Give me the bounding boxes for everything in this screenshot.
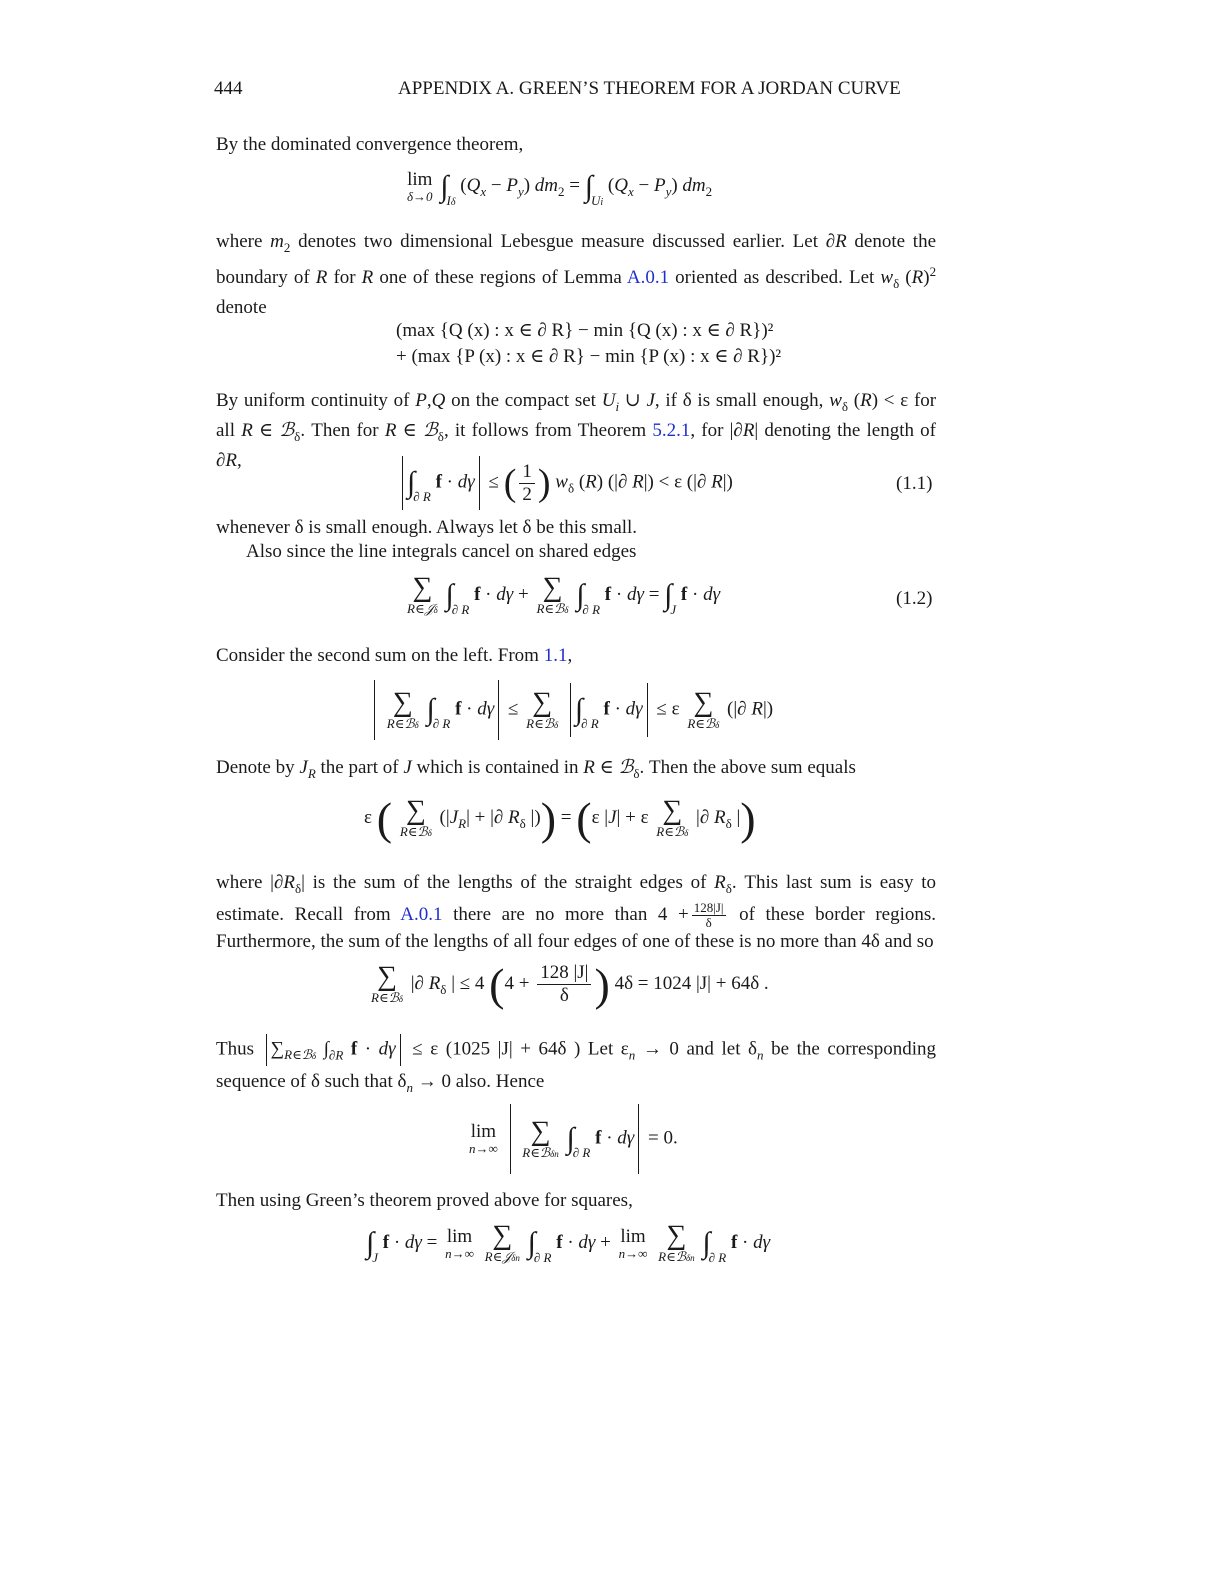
- link-lemma-a01[interactable]: A.0.1: [626, 267, 670, 288]
- paragraph-5: Also since the line integrals cancel on shared edges: [246, 541, 637, 562]
- paragraph-9: Thus $\sum_{R\in ℬ\delta}$ $\int_{\partial R}$ f · dγ ≤ ε (1025 |J| + 64δ ) Let $\varepsilon_n \to 0$ and let $\delta_n$ be the corresponding sequence of δ such that $\delta_n \to 0$ also. Hence: [216, 1034, 936, 1101]
- equation-1-2: ∑ R∈𝒥δ $\int_{\partial R}$ f · dγ + ∑ R∈ℬδ $\int_{\partial R}$ $f \cdot d\gamma = \int_J$ f · dγ: [407, 572, 721, 617]
- equation-final: $\int_J$ f · dγ = lim n→∞ ∑ R∈𝒥δn $\int_{\partial R}$ f · dγ + lim n→∞ ∑ R∈ℬδn $\int_{\partial R}$ f · dγ: [366, 1220, 771, 1265]
- half-numerator: 1: [519, 461, 535, 484]
- bound-fraction-numerator: 128 |J|: [537, 962, 591, 985]
- equation-label-1-1: (1.1): [896, 473, 933, 494]
- paragraph-2: where $m_2$ denotes two dimensional Lebesgue measure discussed earlier. Let ∂R denote the boundary of R for R one of these regions of Lemma A.0.1 oriented as described. Let $w_\delta$ $(R)^2$ denote: [216, 231, 937, 318]
- oscillation-line-1: (max {Q (x) : x ∈ ∂ R} − min {Q (x) : x ∈ ∂ R})²: [396, 320, 774, 341]
- running-title: APPENDIX A. GREEN’S THEOREM FOR A JORDAN CURVE: [398, 78, 901, 99]
- equation-limit-integral: lim δ→0 $\int_{I\delta}$ $(Q_x - P_y) dm_2 = \int_{Ui}$ $(Q_x - P_y)$ $dm_2$: [407, 169, 713, 209]
- paragraph-1: By the dominated convergence theorem,: [216, 134, 524, 155]
- paragraph-6: Consider the second sum on the left. From 1.1,: [216, 645, 573, 666]
- paragraph-7: Denote by $J_R$ the part of J which is contained in R ∈ ℬ$_\delta$. Then the above sum equals: [216, 757, 856, 781]
- equation-oscillation: [396, 318, 781, 370]
- half-denominator: 2: [522, 483, 532, 505]
- bound-rhs: 4δ = 1024 |J| + 64δ .: [614, 972, 769, 994]
- paragraph-8: where $|\partial R_\delta|$ is the sum of the lengths of the straight edges of $R_\delta$. This last sum is easy to estimate. Recall from A.0.1 there are no more than 4 + $\frac{128|J|}{\delta}$ of these border regions. Furthermore, the sum of the lengths of all four edges of one of these is no more than 4δ and so: [216, 872, 937, 952]
- equation-sum-estimate: ∑ R∈ℬδ $\int_{\partial R}$ f · dγ ≤ ∑ R∈ℬδ $\int_{\partial R}$ f · dγ ≤ ε ∑ R∈ℬδ (|∂ R|): [370, 680, 773, 742]
- oscillation-line-2: + (max {P (x) : x ∈ ∂ R} − min {P (x) : x ∈ ∂ R})²: [396, 346, 782, 367]
- equation-label-1-2: (1.2): [896, 588, 933, 609]
- link-lemma-a01-b[interactable]: A.0.1: [400, 903, 443, 925]
- equation-bound: ∑ R∈ℬδ |∂ $R_\delta$ | ≤ 4 (4 + $\frac{128 |J|}{\delta}$ ) 4δ = 1024 |J| + 64δ .: [371, 959, 769, 1010]
- paragraph-10: Then using Green’s theorem proved above for squares,: [216, 1190, 633, 1211]
- equation-1-1: $\int_{\partial R}$ f · dγ ≤ ( $\frac{1}{2}$ ) $w_\delta$ (R) (|∂ R|) < ε (|∂ R|): [398, 456, 733, 512]
- paragraph-4: whenever δ is small enough. Always let δ be this small.: [216, 517, 638, 538]
- bound-fraction-denominator: δ: [559, 985, 569, 1006]
- equation-epsilon-sum: ε ( ∑ R∈ℬδ ($|J_R|$ + |∂ $R_\delta$ |)) = (ε |J| + ε ∑ R∈ℬδ |∂ $R_\delta$ |): [364, 793, 756, 844]
- paragraph-3: By uniform continuity of P,Q on the compact set $U_i$ ∪ J, if δ is small enough, $w_\delta$ (R) < ε for all R ∈ ℬ$_\delta$. Then for R ∈ ℬ$_\delta$, it follows from Theorem 5.2.1, for |∂R| denoting the length of ∂R,: [216, 390, 937, 471]
- equation-limit-zero: lim n→∞ ∑ R∈ℬδn $\int_{\partial R}$ f · dγ = 0.: [466, 1104, 678, 1176]
- limit-subscript: δ→0: [407, 189, 433, 204]
- link-eq-1-1[interactable]: 1.1: [543, 645, 568, 666]
- page-number: 444: [214, 78, 243, 99]
- link-theorem-521[interactable]: 5.2.1: [652, 420, 691, 441]
